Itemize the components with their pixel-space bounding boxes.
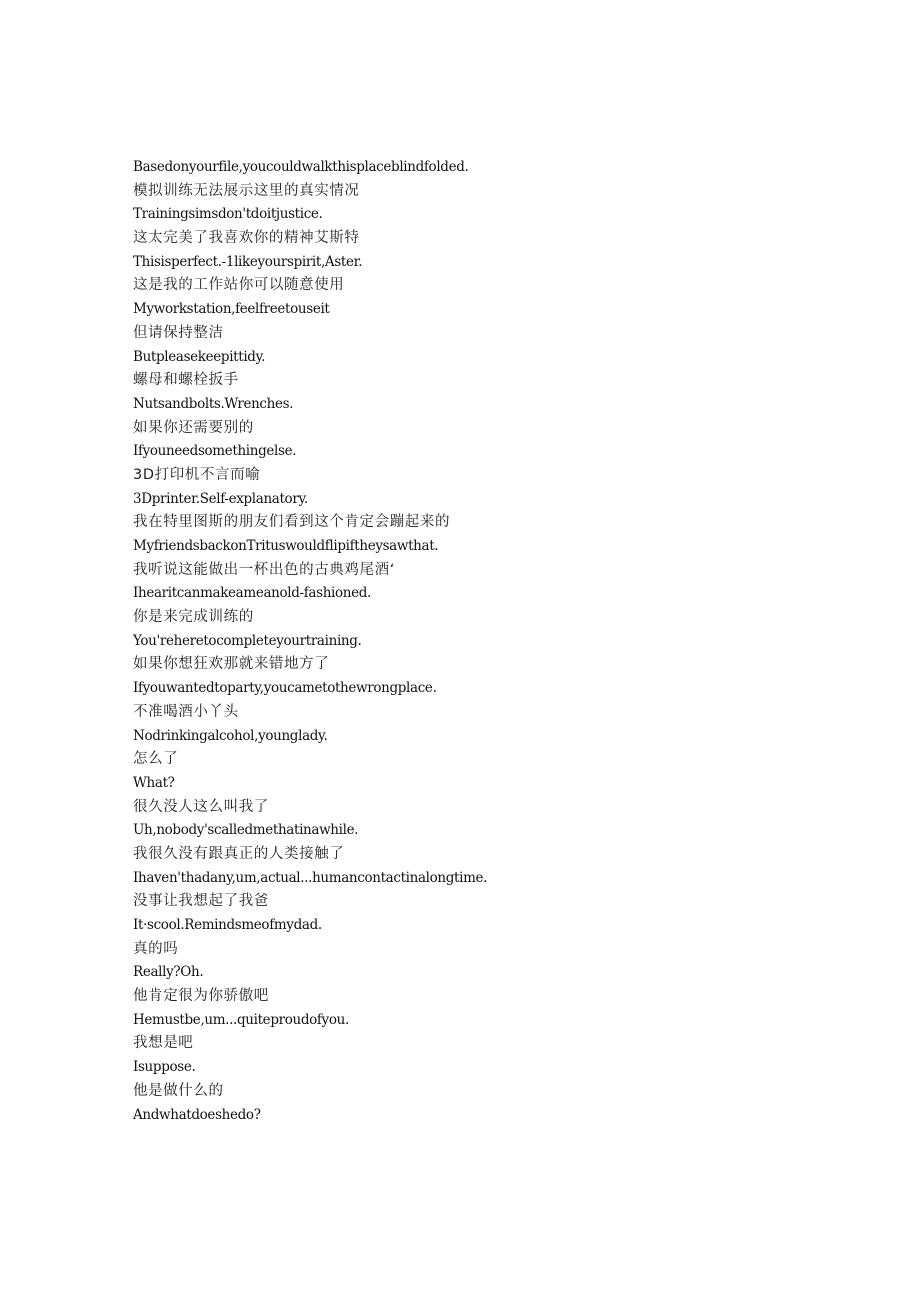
subtitle-line-english: Nutsandbolts.Wrenches. bbox=[133, 395, 294, 412]
subtitle-line-english: What? bbox=[133, 774, 175, 791]
subtitle-line-chinese: 我想是吧 bbox=[133, 1035, 194, 1052]
subtitle-line-chinese: 我在特里图斯的朋友们看到这个肯定会蹦起来的 bbox=[133, 514, 451, 531]
subtitle-line-english: Ihaven'thadany,um,actual...humancontactinalongtime. bbox=[133, 869, 488, 886]
subtitle-line-english: Ifyouneedsomethingelse. bbox=[133, 443, 297, 460]
subtitle-line-chinese: 我很久没有跟真正的人类接触了 bbox=[133, 845, 345, 862]
subtitle-line-chinese: 没事让我想起了我爸 bbox=[133, 893, 269, 910]
subtitle-line-english: Trainingsimsdon'tdoitjustice. bbox=[133, 206, 323, 223]
subtitle-line-english: Nodrinkingalcohol,younglady. bbox=[133, 727, 328, 744]
subtitle-transcript bbox=[133, 156, 893, 1127]
subtitle-line-english: Myworkstation,feelfreetouseit bbox=[133, 301, 330, 318]
subtitle-line-english: 3Dprinter.Self-explanatory. bbox=[133, 490, 308, 507]
subtitle-line-chinese: 螺母和螺栓扳手 bbox=[133, 372, 239, 389]
subtitle-line-chinese: 这太完美了我喜欢你的精神艾斯特 bbox=[133, 230, 360, 247]
subtitle-line-english: Butpleasekeepittidy. bbox=[133, 348, 266, 365]
subtitle-line-chinese: 这是我的工作站你可以随意使用 bbox=[133, 277, 345, 294]
subtitle-line-chinese: 如果你想狂欢那就来错地方了 bbox=[133, 656, 330, 673]
subtitle-line-english: Hemustbe,um...quiteproudofyou. bbox=[133, 1011, 349, 1028]
subtitle-line-chinese: 怎么了 bbox=[133, 751, 179, 768]
subtitle-line-chinese: 真的吗 bbox=[133, 940, 179, 957]
subtitle-line-chinese: 但请保持整洁 bbox=[133, 324, 224, 341]
subtitle-line-chinese: 你是来完成训练的 bbox=[133, 609, 254, 626]
subtitle-line-english: Uh,nobody'scalledmethatinawhile. bbox=[133, 822, 359, 839]
subtitle-line-english: Thisisperfect.-1likeyourspirit,Aster. bbox=[133, 253, 363, 270]
subtitle-line-english: Basedonyourfile,youcouldwalkthisplaceblindfolded. bbox=[133, 159, 469, 175]
subtitle-line-english: You'reheretocompleteyourtraining. bbox=[133, 632, 362, 649]
subtitle-line-english: Ihearitcanmakeameanold-fashioned. bbox=[133, 585, 371, 602]
subtitle-line-english: Andwhatdoeshedo? bbox=[133, 1106, 261, 1123]
subtitle-line-english: It·scool.Remindsmeofmydad. bbox=[133, 917, 322, 933]
subtitle-line-chinese: 如果你还需要别的 bbox=[133, 419, 254, 436]
subtitle-line-chinese: 他肯定很为你骄傲吧 bbox=[133, 988, 269, 1005]
subtitle-line-chinese: 3D打印机不言而喻 bbox=[133, 466, 261, 483]
subtitle-line-chinese: 很久没人这么叫我了 bbox=[133, 798, 269, 815]
subtitle-line-chinese: 不准喝酒小丫头 bbox=[133, 703, 239, 720]
subtitle-line-english: Isuppose. bbox=[133, 1059, 196, 1076]
subtitle-line-chinese: 模拟训练无法展示这里的真实情况 bbox=[133, 182, 360, 199]
subtitle-line-english: Really?Oh. bbox=[133, 964, 204, 981]
subtitle-line-chinese: 我听说这能做出一杯出色的古典鸡尾酒‘ bbox=[133, 561, 395, 578]
subtitle-line-chinese: 他是做什么的 bbox=[133, 1082, 224, 1099]
subtitle-line-english: MyfriendsbackonTrituswouldflipiftheysawthat. bbox=[133, 538, 439, 554]
subtitle-line-english: Ifyouwantedtoparty,youcametothewrongplace. bbox=[133, 680, 437, 697]
